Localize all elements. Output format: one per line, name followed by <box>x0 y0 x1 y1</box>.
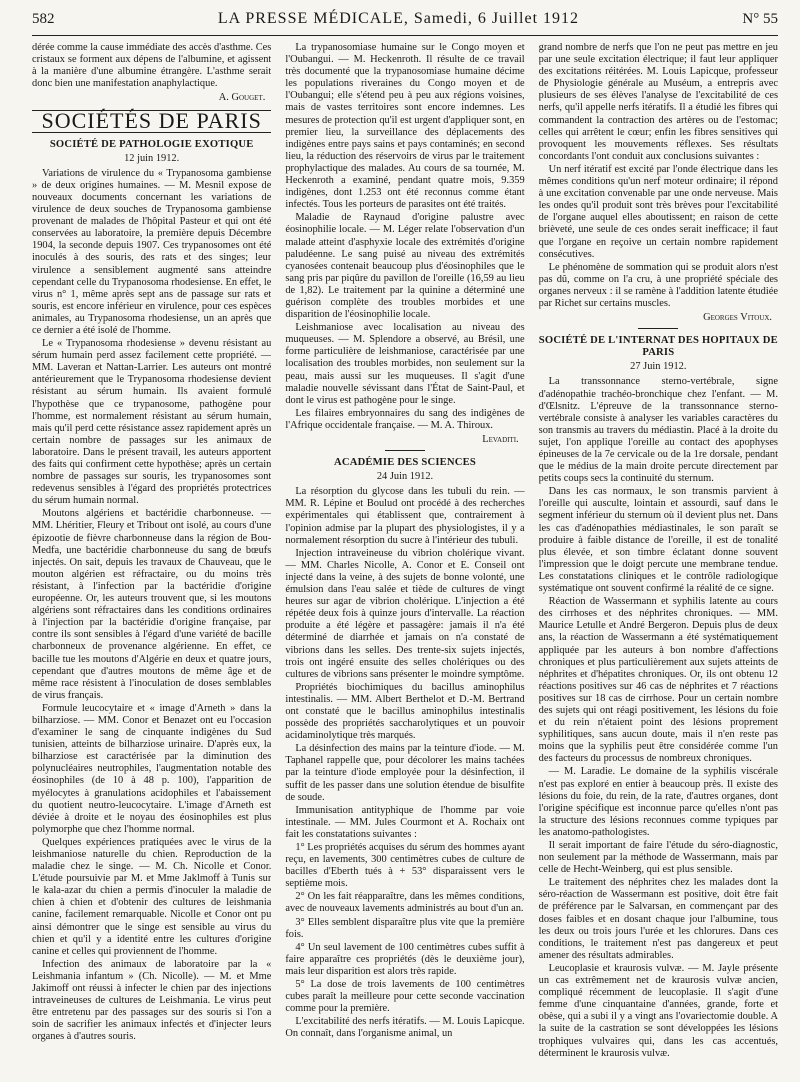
paragraph: La trypanosomiase humaine sur le Congo moyen et l'Oubangui. — M. Heckenroth. Il résulte de ce travail très documenté que la trypanosomiase humaine décime les populations riveraines du Congo moyen et de l'Oubangui; elle s'étend peu à peu aux régions voisines, mais de vastes territoires sont encore indemnes. Les mesures de protection qu'il est urgent d'appliquer sont, en premier lieu, la surveillance des déplacements des indigènes entre pays sains et pays contaminés; en second lieu, la réduction des réservoirs de virus par le traitement prophylactique des malades. Au cours de sa tournée, M. Heckenroth a examiné, pendant quatre mois, 9.359 indigènes, dont 1.253 ont été reconnus comme étant infectés. Tous les porteurs de parasites ont été traités. <box>285 42 525 211</box>
column-3 <box>539 42 778 1082</box>
page-number: 582 <box>32 11 55 27</box>
columns <box>32 42 778 1082</box>
journal-title: LA PRESSE MÉDICALE, Samedi, 6 Juillet 1912 <box>217 10 580 27</box>
meeting-date: 27 Juin 1912. <box>630 361 687 373</box>
paragraph: Réaction de Wassermann et syphilis latente au cours des cirrhoses et des néphrites chroniques. — MM. Maurice Letulle et André Bergeron. Depuis plus de deux ans, la réaction de Wassermann a été systématiquement appliquée par les auteurs à bon nombre d'affections chroniques et plus particulièrement aux sujets atteints de néphrites et d'hépatites chroniques. Or, ils ont obtenu 12 réactions positives sur 46 cas de néphrites et 7 réactions positives sur 18 cas de cirrhose. Pour un certain nombre des sujets qui ont réagi positivement, les lésions du foie et du rein n'étaient point des lésions proprement syphilitiques, sans aucun doute, mais il n'en reste pas moins que la syphilis peut être considérée comme l'un des facteurs du processus de nombreux chroniques. <box>538 596 778 765</box>
author-signature: A. Gougет. <box>218 92 266 104</box>
paragraph: Injection intraveineuse du vibrion cholérique vivant. — MM. Charles Nicolle, A. Conor et E. Conseil ont injecté dans la veine, à des sujets de bonne volonté, une émulsion dans l'eau salée et tiède de cultures de vingt heures sur agar de vibrion cholérique. L'injection a été répétée deux fois à quinze jours d'intervalle. La réaction produite a été légère et passagère: jamais il n'a été déterminé de diarrhée et jamais on n'a constaté de vibrions dans les selles. Des trente-six sujets injectés, trois ont ingéré ensuite des selles cholériques ou des cultures de vibrions sans présenter le moindre symptôme. <box>285 547 525 680</box>
paragraph: — M. Laradie. Le domaine de la syphilis viscérale n'est pas exploré en entier à beaucoup près. Il existe des lésions du foie, du rein, de la rate, d'autres organes, dont l'origine spécifique est inconnue parce qu'elles n'ont pas la structure des lésions reconnues comme typiques par les anatomo-pathologistes. <box>538 766 778 838</box>
paragraph: Le phénomène de sommation qui se produit alors n'est pas dû, comme on l'a cru, à une propriété spéciale des organes nerveux : il se ramène à l'addition latente étudiée par Richet sur certains muscles. <box>538 261 778 309</box>
meeting-date: 24 Juin 1912. <box>376 471 434 483</box>
paragraph: Un nerf itératif est excité par l'onde électrique dans les mêmes conditions qu'un nerf moteur ordinaire; il répond à une excitation convenable par une onde nerveuse. Mais les ondes qu'il produit sont très brèves pour l'excitabilité de l'organe auquel elles aboutissent; en raison de cette brièveté, une seule de ces ondes serait inefficace; il faut que l'organe en reçoive un certain nombre rapidement consécutives. <box>538 163 778 260</box>
paragraph: Leucoplasie et kraurosis vulvæ. — M. Jayle présente un cas extrêmement net de kraurosis vulvæ ancien, compliqué récemment de leucoplasie. Il s'agit d'une femme d'une cinquantaine d'années, grande, forte et obèse, qui a subi il y a vingt ans l'ovariectomie double. A la suite de la castration se sont développées les lésions trophiques vulvaires qui, dans les cas accentués, déterminent le kraurosis vulvæ. <box>538 962 778 1059</box>
paragraph: Dans les cas normaux, le son transmis parvient à l'oreille qui ausculte, lointain et assourdi, sauf dans le segment inférieur du sternum où il devient plus net. Dans les cas d'adénopathies médiastinales, le son paraît se produire à faible distance de l'oreille, il est de tonalité plus élevée, et son timbre éclatant donne souvent l'impression que le doigt percute une membrane tendue. Les constatations cliniques et le contrôle radiologique systématique ont souvent confirmé la réalité de ce signe. <box>538 486 778 595</box>
paragraph: 1° Les propriétés acquises du sérum des hommes ayant reçu, en lavements, 300 centimètres cubes de culture de bacilles d'Eberth tués à + 53° disparaissent vers le septième mois. <box>285 842 525 890</box>
paragraph: dérée comme la cause immédiate des accès d'asthme. Ces cristaux se forment aux dépens de l'albumine, et agissent à la manière d'une albumine étrangère. L'asthme serait donc bien une manifestation anaphylactique. <box>32 42 272 90</box>
paragraph: Le « Trypanosoma rhodesiense » devenu résistant au sérum humain perd assez facilement cette propriété. — MM. Laveran et Nattan-Larrier. Les auteurs ont montré antérieurement que le Trypanosoma rhodesiense devient résistant au sérum humain. Ils avaient formulé l'hypothèse que ce trypanosome, pathogène pour l'homme, est normalement résistant au sérum humain, mais qu'il perd cette résistance assez rapidement après un certain nombre de passages sur les animaux de laboratoire. Dans le présent travail, les auteurs apportent des faits qui confirment cette hypothèse; après un certain nombre de passages sur souris, les trypanosomes sont redevenus sensibles à l'égard des propriétés protectrices du sérum humain normal. <box>32 338 272 507</box>
issue-number: N° 55 <box>742 11 778 27</box>
paragraph: Quelques expériences pratiquées avec le virus de la leishmaniose naturelle du chien. Reproduction de la maladie chez le singe. — M. Ch. Nicolle et Conor. L'étude poursuivie par M. et Mme Jaklmoff à Tunis sur le kala-azar du chien a permis d'inoculer la maladie de chien à chien et d'obtenir des cultures de leishmania canine, facilement remarquable. Nicolle et Conor ont pu ainsi démontrer que le singe est sensible au virus du chien et qu'il y a identité entre les cultures d'origine canine et celles qui proviennent de l'homme. <box>32 836 272 957</box>
author-signature: Levaditi. <box>482 434 519 445</box>
paragraph: Variations de virulence du « Trypanosoma gambiense » de deux origines humaines. — M. Mesnil expose de nouveaux documents concernant les variations de virulence de deux souches de Trypanosoma gambiense provenant de malades de l'hôpital Pasteur et qui ont été conservées au laboratoire, la première depuis Décembre 1904, la seconde depuis 1907. Ces trypanosomes ont été inoculés à des souris, des rats et des singes; leur virulence a sensiblement augmenté sans atteindre cependant celle du Trypanosoma rhodesiense. En effet, le virus n° 1, même après sept ans de passage sur rats et souris, est encore inférieur en virulence, pour ces espèces animales, au Trypanosoma rhodesiense, un an après que ce dernier a été isolé de l'homme. <box>32 167 272 336</box>
paragraph: Moutons algériens et bactéridie charbonneuse. — MM. Lhéritier, Fleury et Tribout ont isolé, au cours d'une épizootie de fièvre charbonneuse dans la région de Bou-Medfa, une bactéridie charbonneuse du sang de bœufs injectés. On sait, depuis les travaux de Chauveau, que le mouton algérien est réfractaire, ou du moins très résistant, à l'infection par la bactéridie d'origine européenne. Or, les auteurs trouvent que, si les moutons algériens sont réfractaires dans les conditions ordinaires à l'injection par la bactéridie d'origine française, par contre ils sont sensibles à l'égard d'une variété de bacille charbonneux de provenance algérienne. En effet, ce bacille tue les moutons d'Algérie en deux et quatre jours, cependant que d'autres moutons de même âge et de même race résistent à l'inoculation de doses semblables de virus français. <box>32 508 272 701</box>
society-title: ACADÉMIE DES SCIENCES <box>334 457 476 469</box>
paragraph: La résorption du glycose dans les tubuli du rein. — MM. R. Lépine et Boulud ont procédé à des recherches expérimentales qui établissent que, contrairement à l'opinion admise par la plupart des physiologistes, il y a normalement résorption du sucre à l'intérieur des tubuli. <box>285 486 525 546</box>
column-2 <box>285 42 524 1082</box>
column-1 <box>32 42 271 1082</box>
page-header <box>32 10 778 36</box>
divider <box>638 328 678 329</box>
paragraph: Les filaires embryonnaires du sang des indigènes de l'Afrique occidentale française. — M. A. Thiroux. <box>285 407 525 431</box>
paragraph: Maladie de Raynaud d'origine palustre avec éosinophilie locale. — M. Léger relate l'observation d'un malade atteint d'asphyxie locale des extrémités d'origine paludéenne. Le sang puisé au niveau des extrémités cyanosées contenait beaucoup plus d'éosinophiles que le sang pris par piqûre du pavillon de l'oreille (16,59 au lieu de 1,82). Le traitement par la quinine a déterminé une guérison complète des troubles morbides et une disparition de l'éosinophilie locale. <box>285 212 525 321</box>
paragraph: Il serait important de faire l'étude du séro-diagnostic, non seulement par la méthode de Wassermann, mais par celle de Hecht-Weinberg, qui est plus sensible. <box>538 840 778 876</box>
paragraph: 5° La dose de trois lavements de 100 centimètres cubes paraît la meilleure pour cette seconde vaccination comme pour la première. <box>285 979 525 1015</box>
paragraph: La désinfection des mains par la teinture d'iode. — M. Taphanel rappelle que, pour décolorer les mains tachées par la teinture d'iode employée pour la désinfection, il suffit de les passer dans une solution étendue de bisulfite de soude. <box>285 743 525 803</box>
paragraph: 4° Un seul lavement de 100 centimètres cubes suffit à faire apparaître ces propriétés (dès le deuxième jour), mais leur disparition est alors très rapide. <box>285 941 525 977</box>
paragraph: Infection des animaux de laboratoire par la « Leishmania infantum » (Ch. Nicolle). — M. et Mme Jakimoff ont réussi à infecter le chien par des injections intraveineuses de cultures de Leishmania. Le virus peut être entretenu par des passages sur des souris si l'on a soin de sacrifier les animaux infectés et d'injecter leurs organes à d'autres souris. <box>32 958 272 1043</box>
paragraph: La transsonnance sterno-vertébrale, signe d'adénopathie trachéo-bronchique chez l'enfant. — M. d'Œlsnitz. L'épreuve de la transsonnance sterno-vertébrale consiste à analyser les variables caractères du son transmis au travers du médiastin. Placé à la droite du sujet, l'on applique l'oreille au contact des apophyses épineuses de la 7e cervicale ou de la 1re dorsale, pendant que le médius de la main droite percute directement par petits coups secs la continuité du sternum. <box>538 376 778 485</box>
paragraph: 3° Elles semblent disparaître plus vite que la première fois. <box>285 916 525 940</box>
meeting-date: 12 juin 1912. <box>124 152 180 164</box>
paragraph: 2° On les fait réapparaître, dans les mêmes conditions, avec de nouveaux lavements administrés au bout d'un an. <box>285 891 525 915</box>
paragraph: L'excitabilité des nerfs itératifs. — M. Louis Lapicque. On connaît, dans l'organisme animal, un <box>285 1016 525 1040</box>
paragraph: Leishmaniose avec localisation au niveau des muqueuses. — M. Splendore a observé, au Brésil, une forme particulière de leishmaniose, caractérisée par une localisation des troubles morbides, non seulement sur la peau, mais aussi sur les muqueuses. Il s'agit d'une maladie nouvelle sévissant dans l'État de Saint-Paul, et dont le virus est pathogène pour le singe. <box>285 322 525 406</box>
paragraph: Formule leucocytaire et « image d'Arneth » dans la bilharziose. — MM. Conor et Benazet ont eu l'occasion d'examiner le sang de cinquante indigènes du Sud tunisien, atteints de bilharziose urinaire. D'après eux, la bilharziose est caractérisée par la diminution des polynucléaires neutrophiles, l'augmentation notable des éosinophiles (de 10 à 48 p. 100), l'apparition de myélocytes à granulations acidophiles et l'abaissement du quotient neutro-leucocytaire. L'image d'Arneth est déviée à droite et le noyau des éosinophiles est plus polymorphe que chez l'homme normal. <box>32 702 272 835</box>
paragraph: Propriétés biochimiques du bacillus aminophilus intestinalis. — MM. Albert Berthelot et D.-M. Bertrand ont constaté que le bacillus aminophilus intestinalis possède des propriétés saccharolytiques et un pouvoir acidaminolytique très marqués. <box>285 681 525 742</box>
author-signature: Georges Vitoux. <box>703 312 772 324</box>
society-title: SOCIÉTÉ DE PATHOLOGIE EXOTIQUE <box>49 138 254 150</box>
society-title: SOCIÉTÉ DE L'INTERNAT DES HOPITAUX DE PARIS <box>538 335 778 359</box>
divider <box>385 450 425 451</box>
paragraph: Immunisation antityphique de l'homme par voie intestinale. — MM. Jules Courmont et A. Rochaix ont fait les constatations suivantes : <box>285 804 525 840</box>
section-title: SOCIÉTÉS DE PARIS <box>41 108 262 134</box>
paragraph: grand nombre de nerfs que l'on ne peut pas mettre en jeu par une seule excitation électrique; il faut leur appliquer des excitations réitérées. M. Louis Lapicque, professeur de Physiologie générale au Muséum, a entrepris avec plusieurs de ses élèves l'analyse de l'excitabilité de ces nerfs, qu'il appelle nerfs itératifs. Il a étudié les fibres qui commandent la contraction des artères ou de l'estomac; celles qui arrêtent le cœur; enfin les fibres sensitives qui provoquent les mouvements réflexes. Ses résultats concordants l'ont conduit aux conclusions suivantes : <box>538 42 778 162</box>
paragraph: Le traitement des néphrites chez les malades dont la séro-réaction de Wassermann est positive, doit être fait de préférence par le Salvarsan, en commençant par des doses faibles et en dosant chaque jour l'albumine, tous les deux ou trois jours l'urée et les chlorures. Dans ces conditions, le traitement n'est pas dangereux et peut amener des résultats admirables. <box>538 877 778 961</box>
